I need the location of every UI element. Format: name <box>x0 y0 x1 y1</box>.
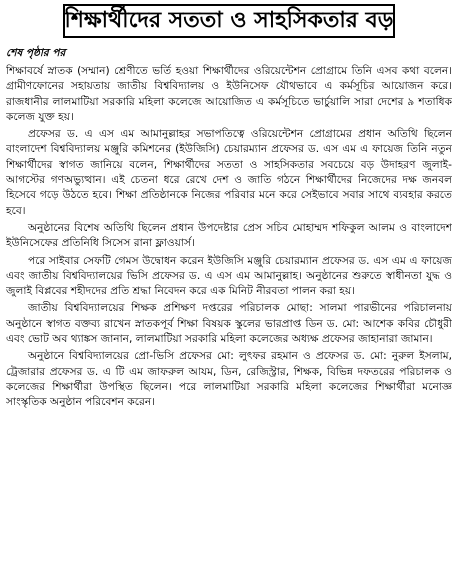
article-body <box>6 64 452 574</box>
continued-label: শেষ পৃষ্ঠার পর <box>6 47 66 59</box>
paragraph-4: পরে সাইবার সেফটি গেমস উদ্বোধন করেন ইউজিসি মঞ্জুরি চেয়ারম্যান প্রফেসর ড. এস এম এ ফায়েজ এবং জাতীয় বিশ্ববিদ্যালয়ের ভিসি প্রফেসর ড. এ এস এম আমানুল্লাহ। অনুষ্ঠানের শুরুতে স্বাধীনতা যুদ্ধ ও জুলাই বিপ্লবের শহীদদের প্রতি শ্রদ্ধা নিবেদন করে এক মিনিট নীরবতা পালন করা হয়। <box>6 254 452 298</box>
headline-box <box>63 4 395 38</box>
headline: শিক্ষার্থীদের সততা ও সাহসিকতার বড় <box>64 7 394 33</box>
paragraph-2: প্রফেসর ড. এ এস এম আমানুল্লাহর সভাপতিত্বে ওরিয়েন্টেশন প্রোগ্রামের প্রধান অতিথি ছিলেন বাংলাদেশ বিশ্ববিদ্যালয় মঞ্জুরি কমিশনের (ইউজিসি) চেয়ারম্যান প্রফেসর ড. এস এম এ ফায়েজ তিনি নতুন শিক্ষার্থীদের স্বাগত জানিয়ে বলেন, শিক্ষার্থীদের সততা ও সাহসিকতার সবচেয়ে বড় উদাহরণ জুলাই-আগস্টের গণঅভ্যুত্থান। এই চেতনা ধরে রেখে দেশ ও জাতি গঠনে শিক্ষার্থীদের নিজেদের দক্ষ জনবল হিসেবে গড়ে উঠতে হবে। শিক্ষা প্রতিষ্ঠানকে নিজের পরিবার মনে করে সেইভাবে সবার সাথে ব্যবহার করতে হবে। <box>6 128 452 217</box>
paragraph-3: অনুষ্ঠানের বিশেষ অতিথি ছিলেন প্রধান উপদেষ্টার প্রেস সচিব মোহাম্মদ শফিকুল আলম ও বাংলাদেশ ইউনিসেফের প্রতিনিধি সিসেস রানা ফ্লাওয়ার্স। <box>6 221 452 250</box>
paragraph-6: অনুষ্ঠানে বিশ্ববিদ্যালয়ের প্রো-ভিসি প্রফেসর মো: লুৎফর রহমান ও প্রফেসর ড. মো: নুরুল ইসলাম, ট্রেজারার প্রফেসর ড. এ টি এম জাফরুল আযম, ডিন, রেজিস্ট্রার, শিক্ষক, বিভিন্ন দফতরের পরিচালক ও কলেজের শিক্ষার্থীরা উপস্থিত ছিলেন। পরে লালমাটিয়া সরকারি মহিলা কলেজের শিক্ষার্থীরা মনোজ্ঞ সাংস্কৃতিক অনুষ্ঠান পরিবেশন করেন। <box>6 350 452 409</box>
paragraph-1: শিক্ষাবর্ষে স্নাতক (সম্মান) শ্রেণীতে ভর্তি হওয়া শিক্ষার্থীদের ওরিয়েন্টেশন প্রোগ্রামে তিনি এসব কথা বলেন। গ্রামীণফোনের সহায়তায় জাতীয় বিশ্ববিদ্যালয় ও ইউনিসেফ যৌথভাবে এ কর্মসূচির আয়োজন করে। রাজধানীর লালমাটিয়া সরকারি মহিলা কলেজে আয়োজিত এ কর্মসূচিতে ভার্চুয়ালি সারা দেশের ৯ শতাধিক কলেজ যুক্ত হয়। <box>6 65 452 123</box>
paragraph-5: জাতীয় বিশ্ববিদ্যালয়ের শিক্ষক প্রশিক্ষণ দপ্তরের পরিচালক মোছা: সালমা পারভীনের পরিচালনায় অনুষ্ঠানে স্বাগত বক্তব্য রাখেন স্নাতকপূর্ব শিক্ষা বিষয়ক স্কুলের ভারপ্রাপ্ত ডিন ড. মো: আশেক কবির চৌধুরী এবং ভোট অব থ্যাঙ্কস জানান, লালমাটিয়া সরকারি মহিলা কলেজের অধ্যক্ষ প্রফেসর জাহানারা জামান। <box>6 302 452 346</box>
